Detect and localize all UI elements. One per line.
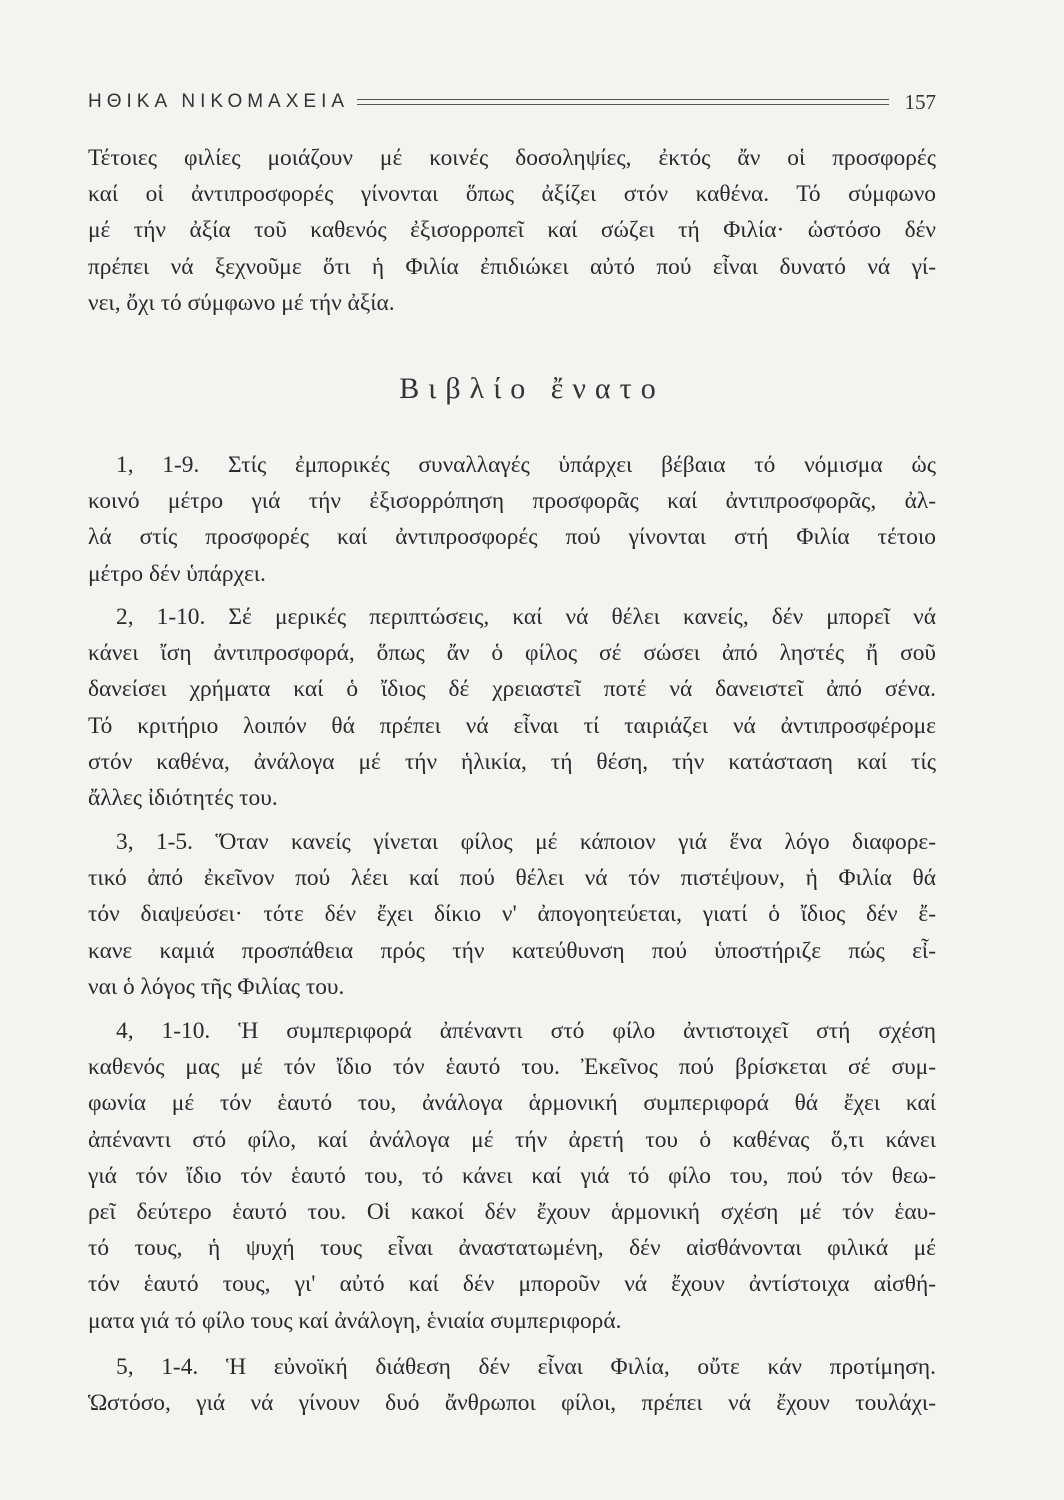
text-line: μέτρο δέν ὑπάρχει. bbox=[88, 560, 266, 587]
text-line: ματα γιά τό φίλο τους καί ἀνάλογη, ἑνιαία συμπεριφορά. bbox=[88, 1307, 622, 1334]
text-line: κανε καμιά προσπάθεια πρός τήν κατεύθυνση πού ὑποστήριζε πώς εἶ- bbox=[88, 937, 936, 964]
text-line: Ὡστόσο, γιά νά γίνουν δυό ἄνθρωποι φίλοι, πρέπει νά ἔχουν τουλάχι- bbox=[88, 1390, 936, 1417]
section-paragraph-5 bbox=[88, 1349, 936, 1421]
text-line: 3, 1-5. Ὅταν κανείς γίνεται φίλος μέ κάποιον γιά ἕνα λόγο διαφορε- bbox=[116, 829, 936, 855]
text-line: μέ τήν ἀξία τοῦ καθενός ἐξισορροπεῖ καί σώζει τή Φιλία· ὡστόσο δέν bbox=[88, 217, 936, 244]
text-line: 2, 1-10. Σέ μερικές περιπτώσεις, καί νά θέλει κανείς, δέν μπορεῖ νά bbox=[116, 604, 936, 630]
text-line: στόν καθένα, ἀνάλογα μέ τήν ἡλικία, τή θέση, τήν κατάσταση καί τίς bbox=[88, 748, 936, 775]
running-title: ΗΘΙΚΑ ΝΙΚΟΜΑΧΕΙΑ bbox=[88, 91, 350, 112]
text-line: ρεῖ δεύτερο ἑαυτό του. Οἱ κακοί δέν ἔχουν ἁρμονική σχέση μέ τόν ἑαυ- bbox=[88, 1199, 936, 1226]
section-paragraph-2 bbox=[88, 599, 936, 816]
section-paragraph-1 bbox=[88, 447, 936, 592]
text-line: νει, ὄχι τό σύμφωνο μέ τήν ἀξία. bbox=[88, 289, 395, 316]
text-line: τό τους, ἡ ψυχή τους εἶναι ἀναστατωμένη, δέν αἰσθάνονται φιλικά μέ bbox=[88, 1235, 936, 1262]
section-paragraph-3 bbox=[88, 824, 936, 1005]
text-line: κοινό μέτρο γιά τήν ἐξισορρόπηση προσφορᾶς καί ἀντιπροσφορᾶς, ἀλ- bbox=[88, 488, 936, 515]
text-line: Τέτοιες φιλίες μοιάζουν μέ κοινές δοσοληψίες, ἐκτός ἄν οἱ προσφορές bbox=[88, 145, 936, 171]
text-line: καί οἱ ἀντιπροσφορές γίνονται ὅπως ἀξίζει στόν καθένα. Τό σύμφωνο bbox=[88, 181, 936, 208]
text-line: δανείσει χρήματα καί ὁ ἴδιος δέ χρειαστεῖ ποτέ νά δανειστεῖ ἀπό σένα. bbox=[88, 676, 936, 703]
text-line: φωνία μέ τόν ἑαυτό του, ἀνάλογα ἁρμονική συμπεριφορά θά ἔχει καί bbox=[88, 1090, 936, 1117]
text-line: τόν διαψεύσει· τότε δέν ἔχει δίκιο ν' ἀπογοητεύεται, γιατί ὁ ἴδιος δέν ἔ- bbox=[88, 901, 936, 928]
text-line: ἀπέναντι στό φίλο, καί ἀνάλογα μέ τήν ἀρετή του ὁ καθένας ὅ,τι κάνει bbox=[88, 1126, 936, 1153]
text-line: ναι ὁ λόγος τῆς Φιλίας του. bbox=[88, 973, 345, 1000]
text-line: 1, 1-9. Στίς ἐμπορικές συναλλαγές ὑπάρχει βέβαια τό νόμισμα ὡς bbox=[116, 452, 936, 478]
text-line: γιά τόν ἴδιο τόν ἑαυτό του, τό κάνει καί γιά τό φίλο του, πού τόν θεω- bbox=[88, 1162, 936, 1189]
text-line: τόν ἑαυτό τους, γι' αὐτό καί δέν μποροῦν νά ἔχουν ἀντίστοιχα αἰσθή- bbox=[88, 1271, 936, 1298]
page-number: 157 bbox=[904, 89, 936, 114]
text-line: 5, 1-4. Ἡ εὐνοϊκή διάθεση δέν εἶναι Φιλία, οὔτε κάν προτίμηση. bbox=[116, 1354, 936, 1380]
section-paragraph-4 bbox=[88, 1013, 936, 1339]
text-line: καθενός μας μέ τόν ἴδιο τόν ἑαυτό του. Ἐκεῖνος πού βρίσκεται σέ συμ- bbox=[88, 1054, 936, 1081]
text-line: 4, 1-10. Ἡ συμπεριφορά ἀπέναντι στό φίλο ἀντιστοιχεῖ στή σχέση bbox=[116, 1018, 936, 1044]
running-header bbox=[88, 88, 936, 116]
intro-paragraph bbox=[88, 140, 936, 321]
text-line: ἄλλες ἰδιότητές του. bbox=[88, 785, 278, 812]
text-line: πρέπει νά ξεχνοῦμε ὅτι ἡ Φιλία ἐπιδιώκει αὐτό πού εἶναι δυνατό νά γί- bbox=[88, 253, 936, 280]
text-line: Τό κριτήριο λοιπόν θά πρέπει νά εἶναι τί ταιριάζει νά ἀντιπροσφέρομε bbox=[88, 712, 936, 739]
text-line: τικό ἀπό ἐκεῖνον πού λέει καί πού θέλει νά τόν πιστέψουν, ἡ Φιλία θά bbox=[88, 865, 936, 892]
text-line: κάνει ἴση ἀντιπροσφορά, ὅπως ἄν ὁ φίλος σέ σώσει ἀπό ληστές ἤ σοῦ bbox=[88, 640, 936, 667]
text-line: λά στίς προσφορές καί ἀντιπροσφορές πού γίνονται στή Φιλία τέτοιο bbox=[88, 524, 936, 551]
book-title: Βιβλίο ἔνατο bbox=[399, 372, 665, 405]
header-double-rule bbox=[357, 99, 888, 105]
